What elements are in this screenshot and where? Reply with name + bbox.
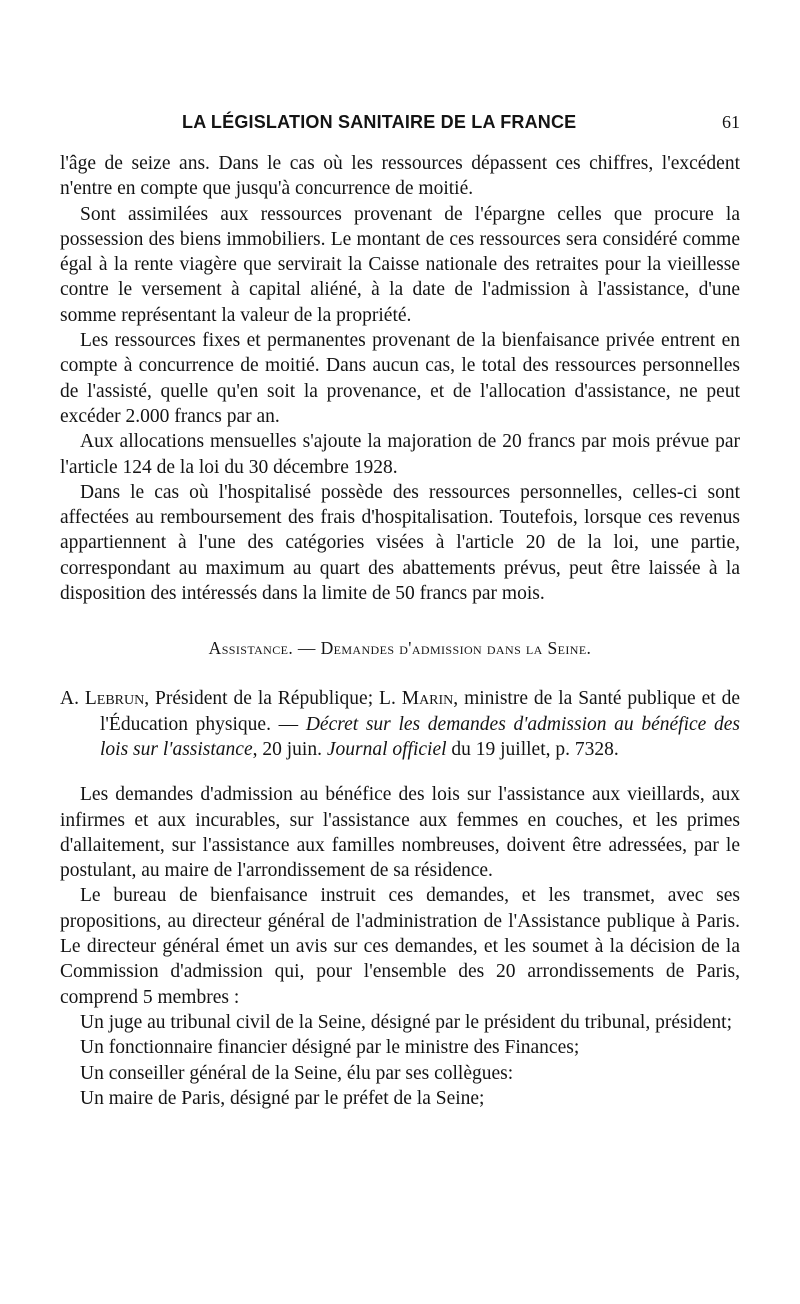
header-title: LA LÉGISLATION SANITAIRE DE LA FRANCE [182, 112, 577, 132]
decree-date: , 20 juin. [252, 738, 327, 760]
decree-citation [60, 686, 740, 762]
page-number: 61 [722, 112, 740, 132]
section-heading: Assistance. — Demandes d'admission dans la Seine. [208, 638, 592, 659]
decree-title: Décret sur les demandes d'admission au bénéfice des lois sur l'assistance [100, 713, 740, 760]
list-item: Un fonctionnaire financier désigné par le ministre des Finances; [80, 1037, 580, 1059]
decree-text: , Président de la République; L. [144, 688, 402, 710]
decree-author-president: A. Lebrun [60, 688, 145, 710]
paragraph: Les demandes d'admission au bénéfice des lois sur l'assistance aux vieillards, aux infirmes et aux incurables, sur l'assistance aux femmes en couches, et les primes d'allaitement, sur l'assistance aux familles nombreuses, doivent être adressées, par le postulant, au maire de l'arrondissement de sa résidence. [60, 784, 740, 882]
decree-text: , ministre de la Santé publique et de l'Éducation physique. — [100, 688, 740, 735]
paragraph: Le bureau de bienfaisance instruit ces demandes, et les transmet, avec ses propositions, au directeur général de l'administration de l'Assistance publique à Paris. Le directeur général émet un avis sur ces demandes, et les soumet à la décision de la Commission d'admission qui, pour l'ensemble des 20 arrondissements de Paris, comprend 5 membres : [60, 885, 740, 1008]
list-item: Un maire de Paris, désigné par le préfet de la Seine; [80, 1087, 485, 1109]
paragraph: Aux allocations mensuelles s'ajoute la majoration de 20 francs par mois prévue par l'article 124 de la loi du 30 décembre 1928. [60, 431, 740, 478]
decree-author-minister: Marin [401, 688, 454, 710]
body-text [60, 151, 740, 1111]
paragraph: Sont assimilées aux ressources provenant de l'épargne celles que procure la possession des biens immobiliers. Le montant de ces ressources sera considéré comme égal à la rente viagère que servirait la Caisse nationale des retraites pour la vieillesse contre le versement à capital aliéné, à la date de l'admission à l'assistance, d'une somme représentant la valeur de la propriété. [60, 203, 740, 326]
paragraph: Dans le cas où l'hospitalisé possède des ressources personnelles, celles-ci sont affectées au remboursement des frais d'hospitalisation. Toutefois, lorsque ces revenus appartiennent à l'une des catégories visées à l'article 20 de la loi, une partie, correspondant au maximum au quart des abattements prévus, peut être laissée à la disposition des intéressés dans la limite de 50 francs par mois. [60, 481, 740, 605]
list-item: Un conseiller général de la Seine, élu par ses collègues: [80, 1062, 514, 1084]
journal-name: Journal officiel [326, 738, 447, 760]
running-header [60, 112, 740, 142]
paragraph: l'âge de seize ans. Dans le cas où les ressources dépassent ces chiffres, l'excédent n'entre en compte que jusqu'à concurrence de moitié. [60, 153, 740, 200]
journal-reference: du 19 juillet, p. 7328. [446, 738, 619, 760]
paragraph: Les ressources fixes et permanentes provenant de la bienfaisance privée entrent en compte à concurrence de moitié. Dans aucun cas, le total des ressources personnelles de l'assisté, quelle qu'en soit la provenance, et de l'allocation d'assistance, ne peut excéder 2.000 francs par an. [60, 330, 740, 427]
list-item: Un juge au tribunal civil de la Seine, désigné par le président du tribunal, président; [80, 1011, 732, 1033]
